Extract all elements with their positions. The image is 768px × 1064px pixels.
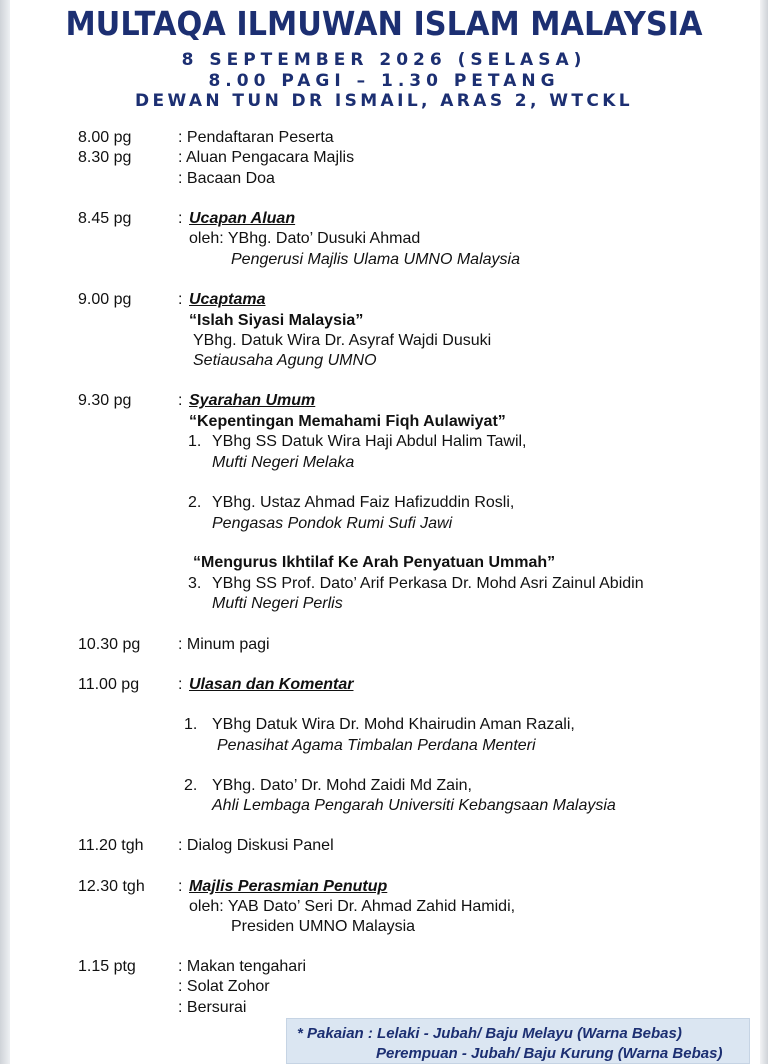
dress-code-box xyxy=(286,1018,750,1064)
item-bacaan-doa: : Bacaan Doa xyxy=(178,170,275,187)
panelist-1-number: 1. xyxy=(184,716,198,733)
item-solat-zohor: : Solat Zohor xyxy=(178,978,270,995)
ucaptama-role: Setiausaha Agung UMNO xyxy=(193,352,377,369)
syarahan-title-1: “Kepentingan Memahami Fiqh Aulawiyat” xyxy=(189,413,506,430)
ucaptama-speaker: YBhg. Datuk Wira Dr. Asyraf Wajdi Dusuki xyxy=(193,332,492,349)
speaker-2-role: Pengasas Pondok Rumi Sufi Jawi xyxy=(212,515,453,532)
item-pendaftaran: : Pendaftaran Peserta xyxy=(178,129,334,146)
item-bersurai: : Bersurai xyxy=(178,999,247,1016)
dress-code-men: * Pakaian : Lelaki - Jubah/ Baju Melayu (Warna Bebas) xyxy=(297,1025,682,1042)
time-0900: 9.00 pg xyxy=(78,291,132,308)
time-1120: 11.20 tgh xyxy=(78,837,144,854)
colon: : xyxy=(178,676,183,693)
event-date: 8 SEPTEMBER 2026 (SELASA) xyxy=(181,50,587,70)
penutup-role: Presiden UMNO Malaysia xyxy=(231,918,416,935)
speaker-3-name: YBhg SS Prof. Dato’ Arif Perkasa Dr. Mohd Asri Zainul Abidin xyxy=(212,575,644,592)
panelist-2-name: YBhg. Dato’ Dr. Mohd Zaidi Md Zain, xyxy=(212,777,472,794)
time-1315: 1.15 ptg xyxy=(78,958,136,975)
time-0800: 8.00 pg xyxy=(78,129,132,146)
time-1100: 11.00 pg xyxy=(78,676,140,693)
time-0930: 9.30 pg xyxy=(78,392,132,409)
penutup-speaker: oleh: YAB Dato’ Seri Dr. Ahmad Zahid Hamidi, xyxy=(189,898,516,915)
time-1030: 10.30 pg xyxy=(78,636,141,653)
session-perasmian-penutup: Majlis Perasmian Penutup xyxy=(189,878,388,895)
item-dialog-panel: : Dialog Diskusi Panel xyxy=(178,837,334,854)
colon: : xyxy=(178,392,183,409)
session-ucapan-aluan: Ucapan Aluan xyxy=(189,210,296,227)
speaker-1-role: Mufti Negeri Melaka xyxy=(212,454,355,471)
ucapan-aluan-role: Pengerusi Majlis Ulama UMNO Malaysia xyxy=(231,251,520,268)
ucaptama-title: “Islah Siyasi Malaysia” xyxy=(189,312,364,329)
item-aluan-pengacara: : Aluan Pengacara Majlis xyxy=(178,149,355,166)
page-title: MULTAQA ILMUWAN ISLAM MALAYSIA xyxy=(65,4,703,43)
speaker-2-number: 2. xyxy=(188,494,202,511)
time-1230: 12.30 tgh xyxy=(78,878,145,895)
speaker-3-number: 3. xyxy=(188,575,202,592)
panelist-2-role: Ahli Lembaga Pengarah Universiti Kebangsaan Malaysia xyxy=(212,797,616,814)
dress-code-women: Perempuan - Jubah/ Baju Kurung (Warna Bebas) xyxy=(376,1045,723,1062)
time-0830: 8.30 pg xyxy=(78,149,132,166)
speaker-3-role: Mufti Negeri Perlis xyxy=(212,595,343,612)
speaker-2-name: YBhg. Ustaz Ahmad Faiz Hafizuddin Rosli, xyxy=(212,494,515,511)
event-time: 8.00 PAGI – 1.30 PETANG xyxy=(208,71,560,91)
ucapan-aluan-speaker: oleh: YBhg. Dato’ Dusuki Ahmad xyxy=(189,230,421,247)
speaker-1-number: 1. xyxy=(188,433,202,450)
session-ulasan-komentar: Ulasan dan Komentar xyxy=(189,676,354,693)
time-0845: 8.45 pg xyxy=(78,210,132,227)
panelist-2-number: 2. xyxy=(184,777,198,794)
session-syarahan-umum: Syarahan Umum xyxy=(189,392,316,409)
item-minum-pagi: : Minum pagi xyxy=(178,636,270,653)
event-venue: DEWAN TUN DR ISMAIL, ARAS 2, WTCKL xyxy=(134,91,634,111)
item-makan-tengahari: : Makan tengahari xyxy=(178,958,307,975)
syarahan-title-2: “Mengurus Ikhtilaf Ke Arah Penyatuan Ummah” xyxy=(193,554,556,571)
colon: : xyxy=(178,210,183,227)
colon: : xyxy=(178,878,183,895)
speaker-1-name: YBhg SS Datuk Wira Haji Abdul Halim Tawil, xyxy=(212,433,527,450)
session-ucaptama: Ucaptama xyxy=(189,291,266,308)
panelist-1-name: YBhg Datuk Wira Dr. Mohd Khairudin Aman Razali, xyxy=(212,716,575,733)
colon: : xyxy=(178,291,183,308)
panelist-1-role: Penasihat Agama Timbalan Perdana Menteri xyxy=(217,737,536,754)
